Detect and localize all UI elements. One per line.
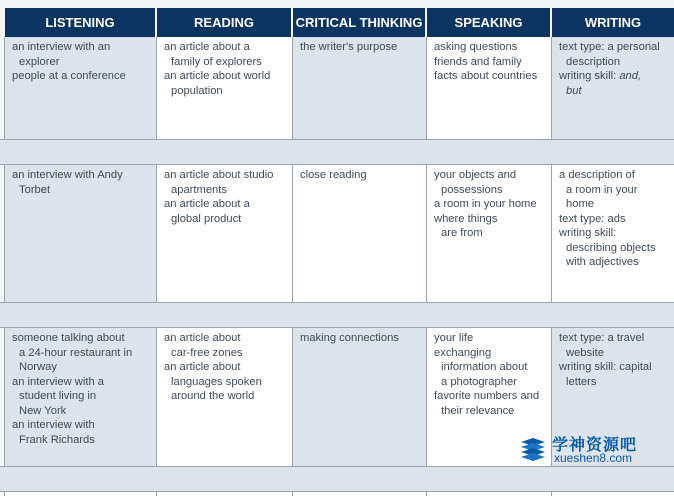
row3-critical-thinking: making connections bbox=[293, 328, 427, 466]
row3-listening: someone talking about a 24-hour restaurant in Norway an interview with a student living in New York an interview with Frank Richards bbox=[5, 328, 157, 466]
row2-listening: an interview with Andy Torbet bbox=[5, 165, 157, 302]
row2-reading: an article about studio apartments an article about a global product bbox=[157, 165, 293, 302]
books-icon bbox=[518, 436, 548, 462]
row1-writing: text type: a personal description writing skill: and, but bbox=[552, 37, 674, 139]
row3-writing: text type: a travel website writing skill: capital letters bbox=[552, 328, 674, 466]
watermark-chinese-text: 学神资源吧 bbox=[552, 437, 638, 454]
row3-speaking: your life exchanging information about a photographer favorite numbers and their relevance bbox=[427, 328, 552, 466]
row-separator-1 bbox=[0, 139, 674, 165]
row4-reading bbox=[157, 492, 293, 496]
watermark-url-text: xueshen8.com bbox=[554, 451, 633, 465]
row1-listening: an interview with an explorer people at a conference bbox=[5, 37, 157, 139]
header-writing: WRITING bbox=[552, 8, 674, 37]
row2-writing: a description of a room in your home text type: ads writing skill: describing objects with adjectives bbox=[552, 165, 674, 302]
row-separator-3 bbox=[0, 466, 674, 492]
row4-critical-thinking bbox=[293, 492, 427, 496]
header-speaking: SPEAKING bbox=[427, 8, 550, 37]
row1-reading: an article about a family of explorers an article about world population bbox=[157, 37, 293, 139]
watermark bbox=[518, 432, 648, 466]
header-reading: READING bbox=[157, 8, 291, 37]
row1-critical-thinking: the writer's purpose bbox=[293, 37, 427, 139]
row3-reading: an article about car-free zones an article about languages spoken around the world bbox=[157, 328, 293, 466]
row2-speaking: your objects and possessions a room in your home where things are from bbox=[427, 165, 552, 302]
row-separator-2 bbox=[0, 302, 674, 328]
row4-speaking bbox=[427, 492, 552, 496]
row4-writing bbox=[552, 492, 674, 496]
header-critical-thinking: CRITICAL THINKING bbox=[293, 8, 425, 37]
row1-speaking: asking questions friends and family facts about countries bbox=[427, 37, 552, 139]
row2-critical-thinking: close reading bbox=[293, 165, 427, 302]
header-listening: LISTENING bbox=[5, 8, 155, 37]
row4-listening bbox=[5, 492, 157, 496]
